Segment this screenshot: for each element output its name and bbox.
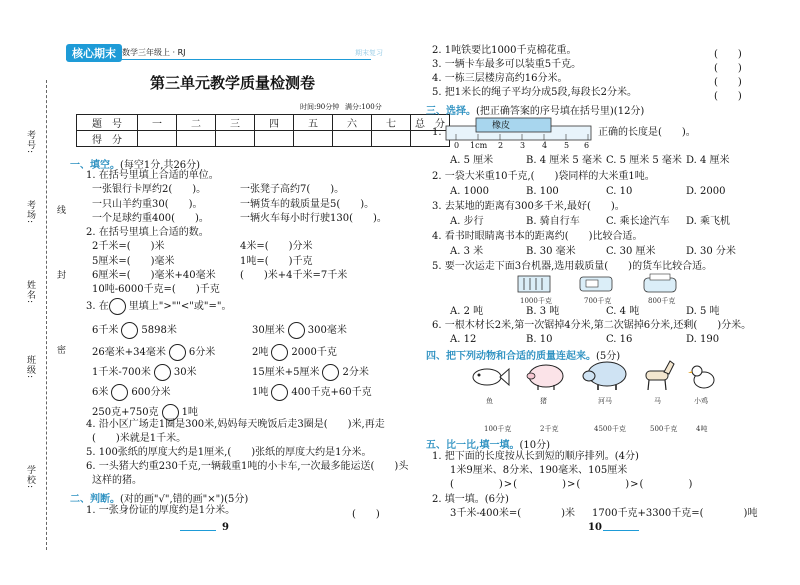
label-kaochang: 考场: xyxy=(25,200,35,225)
m5-opt-d[interactable]: D. 5 吨 xyxy=(686,306,720,317)
m3-opt-d[interactable]: D. 乘飞机 xyxy=(686,216,731,227)
animal-label-pig: 猪 xyxy=(540,397,547,405)
machine-3-weight: 800千克 xyxy=(648,297,676,305)
ruler-tick-4: 4 xyxy=(542,141,548,150)
q4-line2: ( )米就是1千米。 xyxy=(92,433,187,444)
m3-opt-b[interactable]: B. 骑自行车 xyxy=(526,216,580,227)
compare-circle-icon[interactable] xyxy=(154,364,171,381)
q2: 2. 在括号里填上合适的数。 xyxy=(86,227,209,238)
weight-option-5[interactable]: 4吨 xyxy=(696,425,708,433)
m1-question: 正确的长度是( )。 xyxy=(598,127,696,138)
cmp-row-2b: 2吨 2000千克 xyxy=(252,344,337,361)
m6-opt-d[interactable]: D. 190 xyxy=(686,334,720,345)
section-compare-title: 五、比一比,填一填。(10分) xyxy=(426,440,551,451)
animal-label-fish: 鱼 xyxy=(486,397,493,405)
full-score-label: 满分:100分 xyxy=(345,103,382,111)
q2d: 1吨=( )千克 xyxy=(240,256,313,267)
section-animal-title: 四、把下列动物和合适的质量连起来。(5分) xyxy=(426,351,621,362)
m4: 4. 看书时眼睛离书本的距离约( )比较合适。 xyxy=(432,231,643,242)
m4-opt-b[interactable]: B. 30 毫米 xyxy=(526,246,576,257)
m6-opt-c[interactable]: C. 16 xyxy=(606,334,633,345)
machine-2-weight: 700千克 xyxy=(584,297,612,305)
stamp-label: 期末复习 xyxy=(355,49,383,57)
weight-option-3[interactable]: 4500千克 xyxy=(594,425,626,433)
judge-4: 4. 一栋三层楼房高约16分米。 xyxy=(432,73,568,84)
q1f: 一辆火车每小时行驶130( )。 xyxy=(240,213,387,224)
machine-2-icon xyxy=(578,272,614,296)
brand-logo: 核心期末 xyxy=(66,44,122,62)
ruler-tick-0: 0 xyxy=(454,141,460,150)
cmp-row-5a: 250克+750克 1吨 xyxy=(92,404,198,421)
cmp-row-3b: 15厘米+5厘米 2分米 xyxy=(252,364,369,381)
q1b: 一张凳子高约7( )。 xyxy=(240,184,345,195)
judge-2-answer[interactable]: ( ) xyxy=(714,49,742,60)
m1-opt-b[interactable]: B. 4 厘米 5 毫米 xyxy=(526,155,602,166)
m4-opt-a[interactable]: A. 3 米 xyxy=(450,246,484,257)
q2c: 5厘米=( )毫米 xyxy=(92,256,175,267)
q2b: 4米=( )分米 xyxy=(240,241,313,252)
m4-opt-c[interactable]: C. 30 厘米 xyxy=(606,246,656,257)
m2-opt-d[interactable]: D. 2000 xyxy=(686,186,726,197)
q2e: 6厘米=( )毫米+40毫米 xyxy=(92,270,216,281)
m1-num: 1. xyxy=(432,127,442,138)
compare-circle-icon[interactable] xyxy=(271,344,288,361)
machine-1-weight: 1000千克 xyxy=(520,297,552,305)
q3: 3. 在 里填上">""<"或"="。 xyxy=(86,301,232,312)
hippo-icon xyxy=(582,358,628,392)
f2: 2. 填一填。(6分) xyxy=(432,494,509,505)
label-xian: 线 xyxy=(55,205,65,215)
m5-opt-b[interactable]: B. 3 吨 xyxy=(526,306,560,317)
label-xuexiao: 学校: xyxy=(25,465,35,490)
q1a: 一张银行卡厚约2( )。 xyxy=(92,184,207,195)
fish-icon xyxy=(470,364,510,390)
q5: 5. 100张纸的厚度大约是1厘米,( )张纸的厚度大约是1分米。 xyxy=(86,447,372,458)
pig-icon xyxy=(524,360,566,392)
m2-opt-c[interactable]: C. 10 xyxy=(606,186,633,197)
judge-5-answer[interactable]: ( ) xyxy=(714,91,742,102)
section-choice-title: 三、选择。(把正确答案的序号填在括号里)(12分) xyxy=(426,106,645,117)
compare-circle-icon[interactable] xyxy=(288,322,305,339)
q1d: 一辆货车的载质量是5( )。 xyxy=(240,199,375,210)
cmp-row-2a: 26毫米+34毫米 6分米 xyxy=(92,344,215,361)
q1e: 一个足球约重400( )。 xyxy=(92,213,209,224)
weight-option-4[interactable]: 500千克 xyxy=(650,425,678,433)
judge-4-answer[interactable]: ( ) xyxy=(714,77,742,88)
binding-line xyxy=(46,80,47,550)
q2g: 10吨-6000千克=( )千克 xyxy=(92,284,220,295)
cmp-row-3a: 1千米-700米 30米 xyxy=(92,364,197,381)
label-banji: 班级: xyxy=(25,355,35,380)
header-rule xyxy=(66,59,371,60)
page-rule-right xyxy=(603,530,639,531)
horse-icon xyxy=(640,358,676,392)
machine-1-icon xyxy=(516,272,552,296)
animal-label-chick: 小鸡 xyxy=(694,397,708,405)
m3: 3. 去某地的距离有300多千米,最好( )。 xyxy=(432,201,625,212)
ruler-tick-5: 5 xyxy=(564,141,570,150)
section-judge-title: 二、判断。(对的画"√",错的画"×")(5分) xyxy=(70,494,249,505)
cmp-row-4b: 1吨 400千克+60千克 xyxy=(252,384,372,401)
ruler-tick-2: 2 xyxy=(498,141,504,150)
page-number-right: 10 xyxy=(588,522,602,533)
m5-opt-a[interactable]: A. 2 吨 xyxy=(450,306,484,317)
compare-circle-icon[interactable] xyxy=(322,364,339,381)
page-title: 第三单元教学质量检测卷 xyxy=(150,74,316,92)
m2-opt-b[interactable]: B. 100 xyxy=(526,186,559,197)
weight-option-1[interactable]: 100千克 xyxy=(484,425,512,433)
ruler-tick-3: 3 xyxy=(520,141,526,150)
compare-circle-icon[interactable] xyxy=(121,322,138,339)
ruler-tick-6: 6 xyxy=(584,141,590,150)
q6-line2: 这样的猪。 xyxy=(92,475,142,486)
judge-3: 3. 一辆卡车最多可以装重5千克。 xyxy=(432,59,582,70)
page-rule-left xyxy=(180,530,216,531)
m6-opt-b[interactable]: B. 10 xyxy=(526,334,553,345)
chick-icon xyxy=(688,362,718,392)
judge-1: 1. 一张身份证的厚度约是1分米。 xyxy=(86,505,236,516)
f2b[interactable]: 1700千克+3300千克=( )吨 xyxy=(592,508,758,519)
judge-2: 2. 1吨铁要比1000千克棉花重。 xyxy=(432,45,577,56)
judge-5: 5. 把1米长的绳子平均分成5段,每段长2分米。 xyxy=(432,87,637,98)
m2: 2. 一袋大米重10千克,( )袋同样的大米重1吨。 xyxy=(432,171,655,182)
m3-opt-c[interactable]: C. 乘长途汽车 xyxy=(606,216,670,227)
q1c: 一只山羊约重30( )。 xyxy=(92,199,203,210)
machine-3-icon xyxy=(642,272,678,296)
q1: 1. 在括号里填上合适的单位。 xyxy=(86,170,219,181)
animal-label-hippo: 河马 xyxy=(598,397,612,405)
m1-opt-a[interactable]: A. 5 厘米 xyxy=(450,155,494,166)
f1-blanks[interactable]: ( )>( )>( )>( ) xyxy=(450,479,694,490)
cmp-row-4a: 6米 600分米 xyxy=(92,384,170,401)
m1-opt-d[interactable]: D. 4 厘米 xyxy=(686,155,730,166)
weight-option-2[interactable]: 2千克 xyxy=(540,425,559,433)
f1-items: 1米9厘米、8分米、190毫米、105厘米 xyxy=(450,465,628,476)
m6-opt-a[interactable]: A. 12 xyxy=(450,334,477,345)
ruler-eraser-label: 橡皮 xyxy=(492,121,511,131)
q4-line1: 4. 沿小区广场走1圈是300米,妈妈每天晚饭后走3圈是( )米,再走 xyxy=(86,419,385,430)
compare-circle-icon[interactable] xyxy=(111,384,128,401)
m3-opt-a[interactable]: A. 步行 xyxy=(450,216,484,227)
compare-circle-icon[interactable] xyxy=(169,344,186,361)
section-fill-title: 一、填空。(每空1分,共26分) xyxy=(70,160,201,171)
m4-opt-d[interactable]: D. 30 分米 xyxy=(686,246,736,257)
cmp-row-1b: 30厘米 300毫米 xyxy=(252,322,347,339)
q2f: ( )米+4千米=7千米 xyxy=(240,270,348,281)
ruler-eraser-figure xyxy=(444,116,594,150)
animal-label-horse: 马 xyxy=(654,397,661,405)
label-mi: 密 xyxy=(55,345,65,355)
m6: 6. 一根木材长2米,第一次锯掉4分米,第二次锯掉6分米,还剩( )分米。 xyxy=(432,320,752,331)
label-kaohao: 考号: xyxy=(25,130,35,155)
m5: 5. 要一次运走下面3台机器,选用载质量( )的货车比较合适。 xyxy=(432,261,713,272)
q2a: 2千米=( )米 xyxy=(92,241,165,252)
label-feng: 封 xyxy=(55,270,65,280)
subject-label: 数学三年级上 · RJ xyxy=(122,48,186,57)
judge-1-answer[interactable]: ( ) xyxy=(352,509,380,520)
f2a[interactable]: 3千米-400米=( )米 xyxy=(450,508,576,519)
score-table: 题 号 一 二 三 四 五 六 七 总 分 得 分 xyxy=(76,114,450,147)
judge-3-answer[interactable]: ( ) xyxy=(714,63,742,74)
q3-circle-icon xyxy=(109,298,126,315)
cmp-row-1a: 6千米 5898米 xyxy=(92,322,177,339)
q6-line1: 6. 一头猪大约重230千克,一辆载重1吨的小卡车,一次最多能运送( )头 xyxy=(86,461,409,472)
m2-opt-a[interactable]: A. 1000 xyxy=(450,186,490,197)
f1: 1. 把下面的长度按从长到短的顺序排列。(4分) xyxy=(432,451,639,462)
label-xingming: 姓名: xyxy=(25,280,35,305)
page-number-left: 9 xyxy=(222,522,229,533)
time-label: 时间:90分钟 xyxy=(300,103,340,111)
m1-opt-c[interactable]: C. 5 厘米 5 毫米 xyxy=(606,155,682,166)
m5-opt-c[interactable]: C. 4 吨 xyxy=(606,306,640,317)
ruler-tick-1: 1cm xyxy=(470,141,488,150)
compare-circle-icon[interactable] xyxy=(271,384,288,401)
